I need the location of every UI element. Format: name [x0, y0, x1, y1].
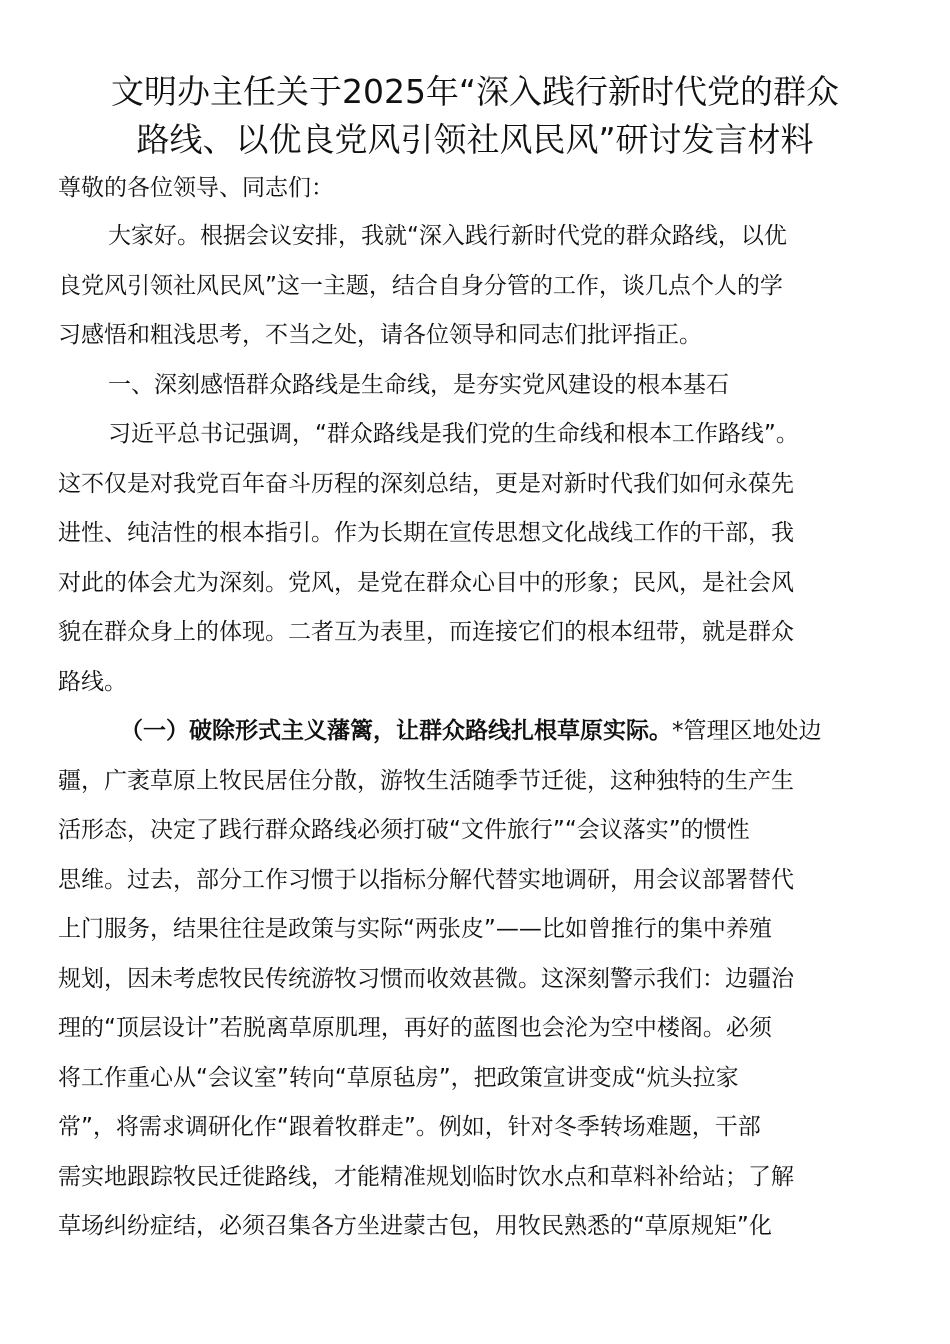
- subsection-1-line-7: 理的“顶层设计”若脱离草原肌理，再好的蓝图也会沦为空中楼阁。必须: [58, 1015, 772, 1041]
- subsection-1-line-11: 草场纠纷症结，必须召集各方坐进蒙古包，用牧民熟悉的“草原规矩”化: [58, 1213, 772, 1239]
- subsection-1-first-line-rest: *管理区地处边: [672, 718, 822, 744]
- subsection-1-paragraph: [58, 707, 898, 1252]
- title-line-1: 文明办主任关于2025年“深入践行新时代党的群众: [110, 72, 840, 111]
- section-1-line-1: 习近平总书记强调，“群众路线是我们党的生命线和根本工作路线”。: [108, 421, 799, 447]
- subsection-1-heading: （一）破除形式主义藩篱，让群众路线扎根草原实际。: [120, 718, 672, 744]
- subsection-1-first-line: [58, 707, 898, 757]
- subsection-1-line-9: 常”，将需求调研化作“跟着牧群走”。例如，针对冬季转场难题，干部: [58, 1114, 761, 1140]
- subsection-1-line-10: 需实地跟踪牧民迁徙路线，才能精准规划临时饮水点和草料补给站；了解: [58, 1163, 794, 1190]
- subsection-1-line-5: 上门服务，结果往往是政策与实际“两张皮”——比如曾推行的集中养殖: [58, 916, 772, 942]
- title-line-2: 路线、以优良党风引领社风民风”研讨发言材料: [136, 120, 814, 159]
- section-1-line-5: 貌在群众身上的体现。二者互为表里，而连接它们的根本纽带，就是群众: [58, 619, 794, 645]
- section-1-paragraph: [58, 410, 898, 707]
- subsection-1-line-3: 活形态，决定了践行群众路线必须打破“文件旅行”“会议落实”的惯性: [58, 817, 750, 843]
- subsection-1-line-8: 将工作重心从“会议室”转向“草原毡房”，把政策宣讲变成“炕头拉家: [58, 1064, 739, 1091]
- section-1-line-6: 路线。: [58, 668, 127, 695]
- subsection-1-line-4: 思维。过去，部分工作习惯于以指标分解代替实地调研，用会议部署替代: [58, 866, 794, 893]
- subsection-1-line-2: 疆，广袤草原上牧民居住分散，游牧生活随季节迁徙，这种独特的生产生: [58, 767, 794, 794]
- subsection-1-line-6: 规划，因未考虑牧民传统游牧习惯而收效甚微。这深刻警示我们：边疆治: [58, 965, 794, 992]
- section-1-line-3: 进性、纯洁性的根本指引。作为长期在宣传思想文化战线工作的干部，我: [58, 520, 794, 546]
- document-title: [40, 68, 910, 164]
- greeting: 尊敬的各位领导、同志们：: [58, 175, 334, 201]
- intro-paragraph: [58, 212, 898, 361]
- section-1-line-2: 这不仅是对我党百年奋斗历程的深刻总结，更是对新时代我们如何永葆先: [58, 470, 794, 497]
- section-1-line-4: 对此的体会尤为深刻。党风，是党在群众心目中的形象；民风，是社会风: [58, 569, 794, 596]
- intro-line-2: 良党风引领社风民风”这一主题，结合自身分管的工作，谈几点个人的学: [58, 272, 783, 299]
- document-body: [58, 170, 898, 1252]
- intro-line-1: 大家好。根据会议安排，我就“深入践行新时代党的群众路线，以优: [108, 223, 787, 249]
- section-1-heading: 一、深刻感悟群众路线是生命线，是夯实党风建设的根本基石: [108, 371, 729, 398]
- intro-line-3: 习感悟和粗浅思考，不当之处，请各位领导和同志们批评指正。: [58, 322, 702, 348]
